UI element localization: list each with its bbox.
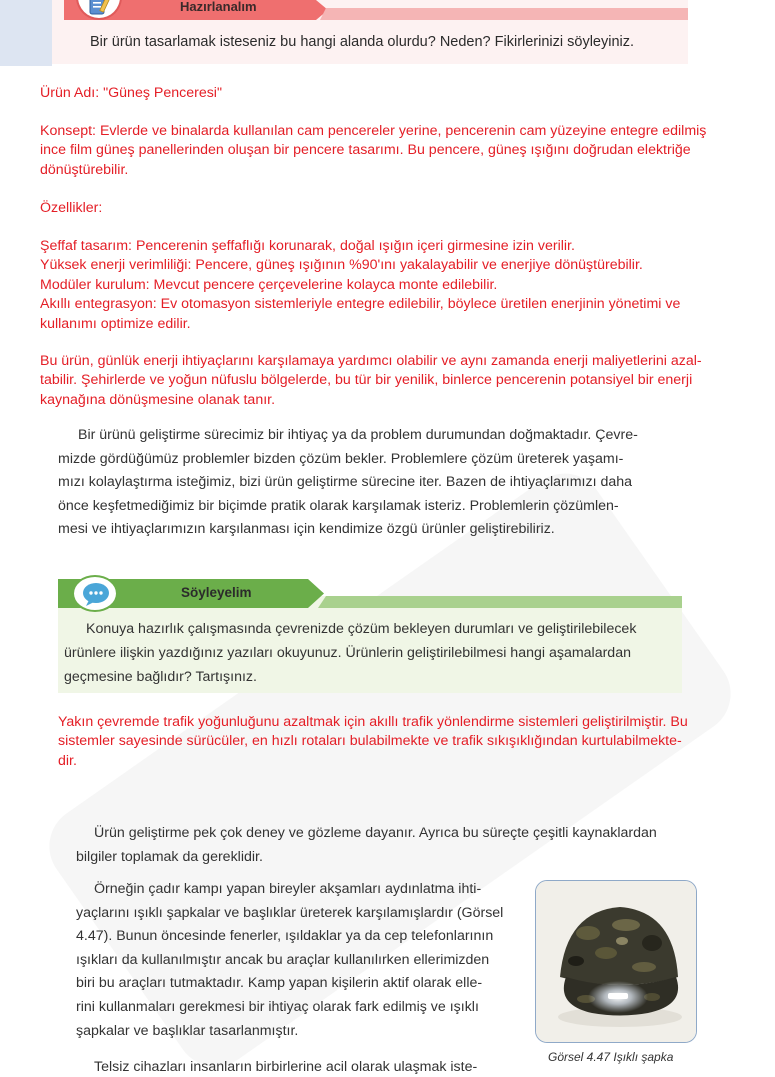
features-block	[40, 237, 680, 334]
product-name: Ürün Adı: "Güneş Penceresi"	[40, 85, 222, 101]
paragraph-line: rini kullanmaları gerekmesi bir ihtiyaç olarak fark edilmiş ve ışıklı	[76, 998, 479, 1015]
paragraph-line: 4.47). Bunun öncesinde fenerler, ışıldaklar ya da cep telefonlarının	[76, 928, 494, 945]
feature-line: Akıllı entegrasyon: Ev otomasyon sistemleriyle entegre edilebilir, böylece üretilen enerjinin yönetimi ve	[40, 296, 681, 313]
hazirlanalim-title: Hazırlanalım	[180, 0, 257, 14]
traffic-answer-line: sistemler sayesinde sürücüler, en hızlı rotaları bulabilmekte ve trafik sıkışıklığından kurtulabilmekte-	[58, 733, 682, 750]
hazirlanalim-question: Bir ürün tasarlamak isteseniz bu hangi alanda olurdu? Neden? Fikirlerinizi söyleyiniz.	[90, 34, 635, 50]
paragraph-line: mizde gördüğümüz problemler bizden çözüm bekler. Problemlere çözüm üreterek yaşamı-	[58, 450, 624, 467]
paragraph-line: bilgiler toplamak da gereklidir.	[76, 848, 263, 865]
speech-bubble-icon	[72, 575, 118, 612]
figure-caption: Görsel 4.47 Işıklı şapka	[548, 1050, 674, 1064]
paragraph-line: yaçlarını ışıklı şapkalar ve başlıklar üreterek karşılamışlardır (Görsel	[76, 904, 504, 921]
paragraph-line: Örneğin çadır kampı yapan bireyler akşamları aydınlatma ihti-	[94, 881, 482, 897]
soyleyelim-header-line	[318, 596, 682, 608]
paragraph-line: mesi ve ihtiyaçlarımızın karşılanması için kendimize özgü ürünler geliştirebiliriz.	[58, 521, 555, 538]
hazirlanalim-header-line	[320, 8, 688, 20]
feature-line: Yüksek enerji verimliliği: Pencere, güneş ışığının %90'ını yakalayabilir ve enerjiye dönüştürebilir.	[40, 257, 643, 274]
paragraph-line: mızı kolaylaştırma isteğimiz, bizi ürün geliştirme sürecine iter. Bazen de ihtiyaçlarımızı daha	[58, 474, 633, 491]
concept-line: dönüştürebilir.	[40, 161, 129, 178]
paragraph-product-development	[58, 424, 698, 542]
paragraph-line: şapkalar ve başlıklar tasarlanmıştır.	[76, 1022, 299, 1039]
soyleyelim-text	[64, 617, 680, 689]
conclusion-line: tabilir. Şehirlerde ve yoğun nüfuslu bölgelerde, bu tür bir yenilik, binlerce pencerenin potansiyel bir enerji	[40, 372, 693, 389]
feature-line: kullanımı optimize edilir.	[40, 315, 191, 332]
conclusion-line: kaynağına dönüşmesine olanak tanır.	[40, 391, 276, 408]
traffic-answer-line: dir.	[58, 752, 77, 769]
paragraph-camping-hats	[76, 878, 528, 1043]
soyleyelim-line: Konuya hazırlık çalışmasında çevrenizde çözüm bekleyen durumları ve geliştirilebilecek	[86, 621, 637, 637]
paragraph-line: biri bu araçları tutmaktadır. Kamp yapan kişilerin aktif olarak elle-	[76, 975, 483, 992]
traffic-answer	[58, 713, 688, 771]
paragraph-line: önce keşfetmediğimiz bir biçimde pratik olarak karşılamak isteriz. Problemlerin çözümlen-	[58, 497, 619, 514]
lighted-cap-photo	[535, 880, 697, 1043]
soyleyelim-title: Söyleyelim	[181, 585, 252, 600]
features-heading: Özellikler:	[40, 200, 103, 216]
paragraph-experiments	[76, 822, 716, 869]
paragraph-line: Telsiz cihazları insanların birbirlerine acil olarak ulaşmak iste-	[94, 1059, 478, 1075]
paragraph-radio-devices	[94, 1056, 534, 1077]
traffic-answer-line: Yakın çevremde trafik yoğunluğunu azaltmak için akıllı trafik yönlendirme sistemleri geliştirilmiştir. Bu	[58, 714, 688, 730]
soyleyelim-line: geçmesine bağlıdır? Tartışınız.	[64, 669, 257, 685]
conclusion-line: Bu ürün, günlük enerji ihtiyaçlarını karşılamaya yardımcı olabilir ve aynı zamanda enerji maliyetlerini azal-	[40, 353, 702, 369]
left-side-panel	[0, 0, 52, 66]
concept-line: Konsept: Evlerde ve binalarda kullanılan cam pencereler yerine, pencerenin cam yüzeyine entegre edilmiş	[40, 123, 707, 139]
conclusion-block	[40, 352, 702, 410]
soyleyelim-line: ürünlere ilişkin yazdığınız yazıları okuyunuz. Ürünlerin geliştirilebilmesi hangi aşamalardan	[64, 645, 631, 661]
feature-line: Şeffaf tasarım: Pencerenin şeffaflığı korunarak, doğal ışığın içeri girmesine izin verilir.	[40, 238, 575, 254]
paragraph-line: Ürün geliştirme pek çok deney ve gözleme dayanır. Ayrıca bu süreçte çeşitli kaynaklardan	[94, 825, 657, 841]
paragraph-line: Bir ürünü geliştirme sürecimiz bir ihtiyaç ya da problem durumundan doğmaktadır. Çevre-	[78, 427, 638, 443]
feature-line: Modüler kurulum: Mevcut pencere çerçevelerine kolayca monte edilebilir.	[40, 276, 498, 293]
concept-line: ince film güneş panellerinden oluşan bir pencere tasarımı. Bu pencere, güneş ışığını doğrudan elektriğe	[40, 142, 691, 159]
paragraph-line: ışıkları da kullanılmıştır ancak bu araçlar kullanılırken ellerimizden	[76, 951, 490, 968]
concept-block	[40, 122, 706, 180]
